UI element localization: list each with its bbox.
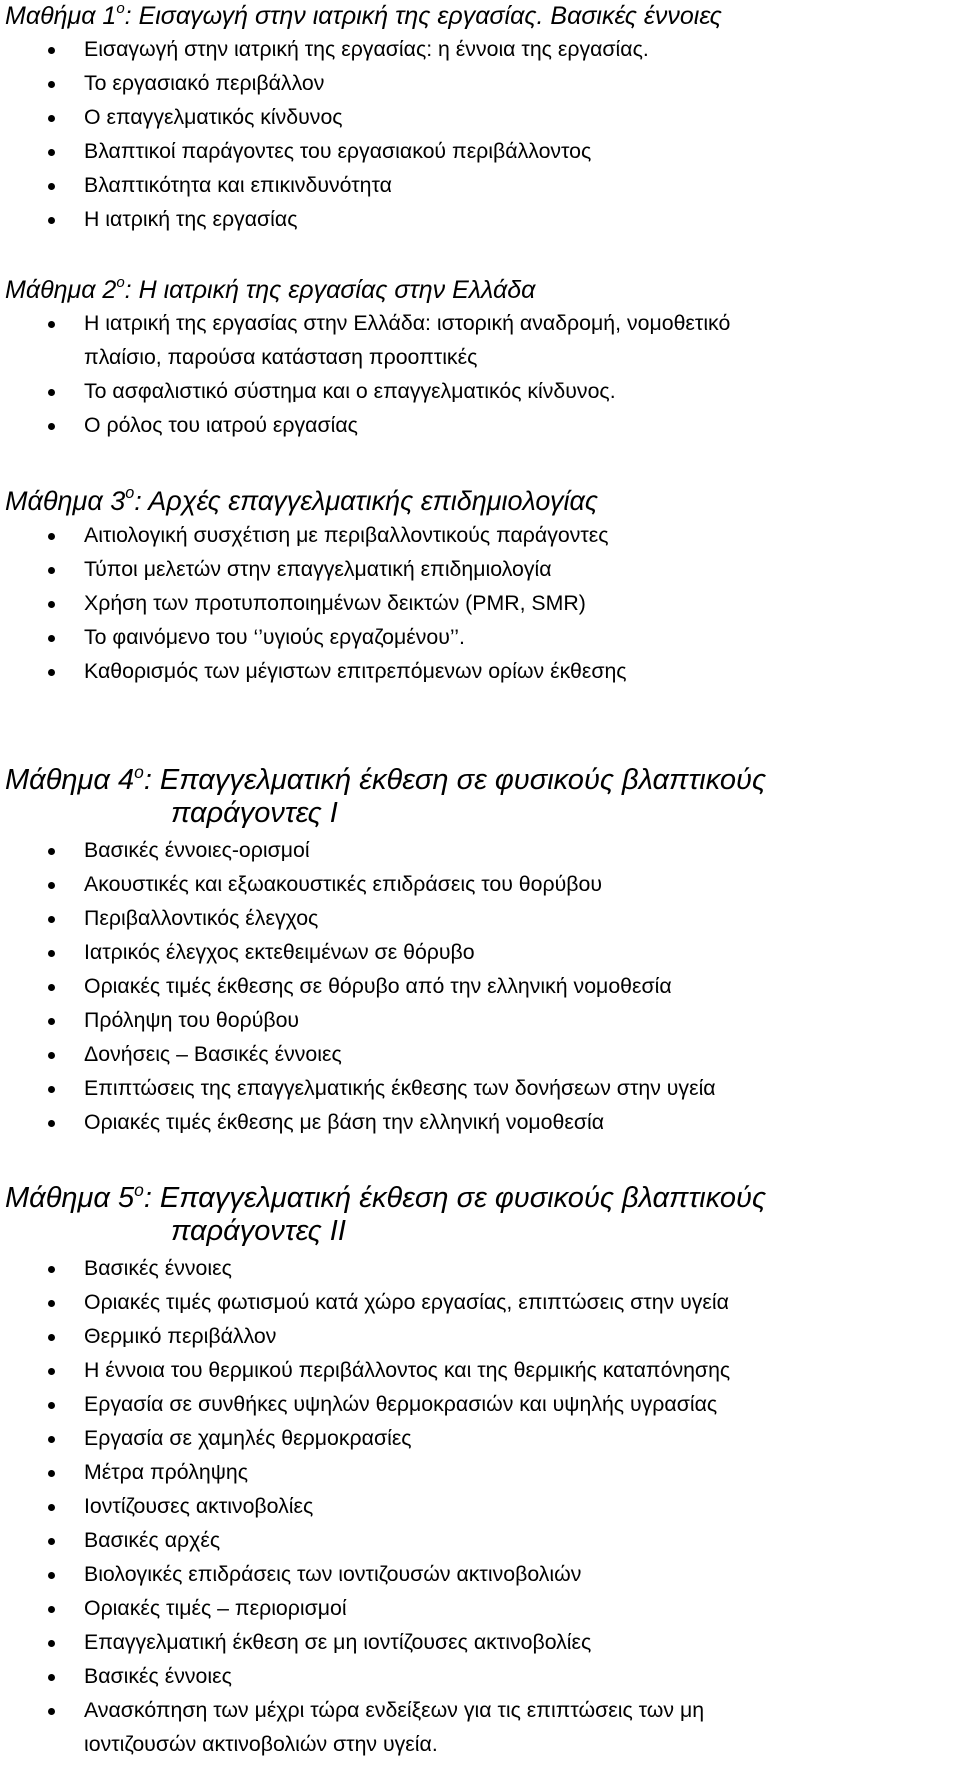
list-item: Η έννοια του θερμικού περιβάλλοντος και της θερμικής καταπόνησης — [0, 1353, 960, 1387]
lesson-1-list — [0, 32, 960, 236]
bullet-icon — [48, 115, 55, 122]
bullet-icon — [48, 1674, 55, 1681]
list-item: Οριακές τιμές φωτισμού κατά χώρο εργασίας, επιπτώσεις στην υγεία — [0, 1285, 960, 1319]
lesson-2 — [0, 276, 960, 442]
lesson-5 — [0, 1182, 960, 1761]
list-item: Αιτιολογική συσχέτιση με περιβαλλοντικούς παράγοντες — [0, 518, 960, 552]
list-item: Θερμικό περιβάλλον — [0, 1319, 960, 1353]
bullet-icon — [48, 183, 55, 190]
list-item: Εργασία σε χαμηλές θερμοκρασίες — [0, 1421, 960, 1455]
list-item: Επαγγελματική έκθεση σε μη ιοντίζουσες ακτινοβολίες — [0, 1625, 960, 1659]
bullet-icon — [48, 1708, 55, 1715]
list-item: Τύποι μελετών στην επαγγελματική επιδημιολογία — [0, 552, 960, 586]
bullet-icon — [48, 1640, 55, 1647]
list-item: Περιβαλλοντικός έλεγχος — [0, 901, 960, 935]
lesson-5-title: Μάθημα $5^o$: Επαγγελματική έκθεση σε φυσικούς βλαπτικούς παράγοντες ΙΙ — [5, 1180, 767, 1248]
bullet-icon — [48, 1606, 55, 1613]
bullet-icon — [48, 1266, 55, 1273]
list-item: Ιατρικός έλεγχος εκτεθειμένων σε θόρυβο — [0, 935, 960, 969]
list-item: Δονήσεις – Βασικές έννοιες — [0, 1037, 960, 1071]
bullet-icon — [48, 669, 55, 676]
list-item: Εργασία σε συνθήκες υψηλών θερμοκρασιών και υψηλής υγρασίας — [0, 1387, 960, 1421]
bullet-icon — [48, 1436, 55, 1443]
list-item: Πρόληψη του θορύβου — [0, 1003, 960, 1037]
bullet-icon — [48, 950, 55, 957]
bullet-icon — [48, 1300, 55, 1307]
lesson-3-title: Μάθημα $3^o$: Αρχές επαγγελματικής επιδημιολογίας — [5, 484, 598, 516]
bullet-icon — [48, 1368, 55, 1375]
list-item: Το εργασιακό περιβάλλον — [0, 66, 960, 100]
bullet-icon — [48, 1402, 55, 1409]
list-item: Χρήση των προτυποποιημένων δεικτών (PMR, SMR) — [0, 586, 960, 620]
bullet-icon — [48, 1086, 55, 1093]
bullet-icon — [48, 1538, 55, 1545]
bullet-icon — [48, 423, 55, 430]
lesson-3-list — [0, 518, 960, 688]
bullet-icon — [48, 389, 55, 396]
list-item: Βλαπτικοί παράγοντες του εργασιακού περιβάλλοντος — [0, 134, 960, 168]
list-item: Βασικές έννοιες — [0, 1659, 960, 1693]
list-item: Το ασφαλιστικό σύστημα και ο επαγγελματικός κίνδυνος. — [0, 374, 960, 408]
list-item: Οριακές τιμές έκθεσης σε θόρυβο από την ελληνική νομοθεσία — [0, 969, 960, 1003]
list-item: Μέτρα πρόληψης — [0, 1455, 960, 1489]
bullet-icon — [48, 1120, 55, 1127]
lesson-5-list — [0, 1251, 960, 1761]
bullet-icon — [48, 81, 55, 88]
list-item: Ο επαγγελματικός κίνδυνος — [0, 100, 960, 134]
bullet-icon — [48, 1334, 55, 1341]
lesson-1 — [0, 2, 960, 236]
lesson-4 — [0, 764, 960, 1139]
bullet-icon — [48, 916, 55, 923]
bullet-icon — [48, 984, 55, 991]
lesson-3 — [0, 486, 960, 688]
list-item: Επιπτώσεις της επαγγελματικής έκθεσης των δονήσεων στην υγεία — [0, 1071, 960, 1105]
bullet-icon — [48, 149, 55, 156]
bullet-icon — [48, 848, 55, 855]
lesson-1-title: Μαθήμα $1^o$: Εισαγωγή στην ιατρική της εργασίας. Βασικές έννοιες — [5, 0, 722, 30]
lesson-2-title: Μάθημα $2^o$: Η ιατρική της εργασίας στην Ελλάδα — [5, 274, 536, 304]
lesson-2-list — [0, 306, 960, 442]
bullet-icon — [48, 1572, 55, 1579]
list-item: Ο ρόλος του ιατρού εργασίας — [0, 408, 960, 442]
bullet-icon — [48, 567, 55, 574]
bullet-icon — [48, 882, 55, 889]
list-item: Οριακές τιμές – περιορισμοί — [0, 1591, 960, 1625]
list-item: Η ιατρική της εργασίας — [0, 202, 960, 236]
list-item: Η ιατρική της εργασίας στην Ελλάδα: ιστορική αναδρομή, νομοθετικό πλαίσιο, παρούσα κατάσταση προοπτικές — [0, 306, 960, 374]
list-item: Καθορισμός των μέγιστων επιτρεπόμενων ορίων έκθεσης — [0, 654, 960, 688]
list-item: Ακουστικές και εξωακουστικές επιδράσεις του θορύβου — [0, 867, 960, 901]
list-item: Βλαπτικότητα και επικινδυνότητα — [0, 168, 960, 202]
list-item: Βιολογικές επιδράσεις των ιοντιζουσών ακτινοβολιών — [0, 1557, 960, 1591]
bullet-icon — [48, 1504, 55, 1511]
bullet-icon — [48, 321, 55, 328]
bullet-icon — [48, 533, 55, 540]
list-item: Ανασκόπηση των μέχρι τώρα ενδείξεων για τις επιπτώσεις των μη ιοντιζουσών ακτινοβολιών στην υγεία. — [0, 1693, 960, 1761]
list-item: Βασικές αρχές — [0, 1523, 960, 1557]
list-item: Βασικές έννοιες-ορισμοί — [0, 833, 960, 867]
bullet-icon — [48, 601, 55, 608]
list-item: Εισαγωγή στην ιατρική της εργασίας: η έννοια της εργασίας. — [0, 32, 960, 66]
lesson-4-title: Μάθημα $4^o$: Επαγγελματική έκθεση σε φυσικούς βλαπτικούς παράγοντες Ι — [5, 762, 767, 830]
list-item: Οριακές τιμές έκθεσης με βάση την ελληνική νομοθεσία — [0, 1105, 960, 1139]
bullet-icon — [48, 1470, 55, 1477]
lesson-4-list — [0, 833, 960, 1139]
list-item: Βασικές έννοιες — [0, 1251, 960, 1285]
bullet-icon — [48, 217, 55, 224]
bullet-icon — [48, 47, 55, 54]
bullet-icon — [48, 635, 55, 642]
bullet-icon — [48, 1018, 55, 1025]
list-item: Ιοντίζουσες ακτινοβολίες — [0, 1489, 960, 1523]
list-item: Το φαινόμενο του ‘’υγιούς εργαζομένου’’. — [0, 620, 960, 654]
bullet-icon — [48, 1052, 55, 1059]
